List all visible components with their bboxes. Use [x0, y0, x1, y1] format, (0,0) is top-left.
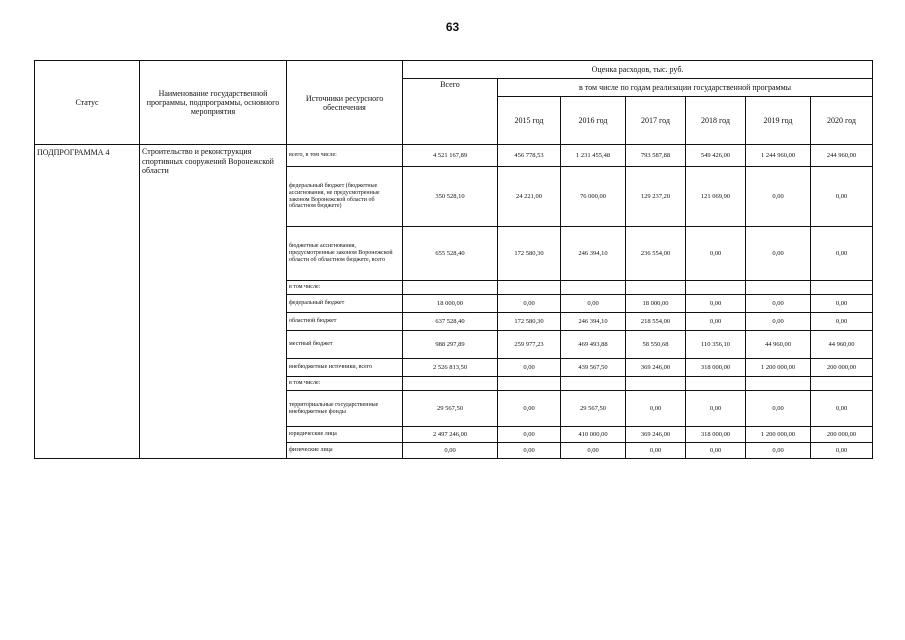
year-value-cell — [746, 377, 811, 391]
source-cell: юридические лица — [287, 427, 403, 443]
expenditure-table — [34, 60, 873, 459]
source-cell: областной бюджет — [287, 313, 403, 331]
year-value-cell: 121 069,90 — [686, 167, 746, 227]
total-cell: 4 521 167,89 — [403, 145, 498, 167]
year-value-cell — [811, 281, 873, 295]
year-value-cell: 129 237,20 — [626, 167, 686, 227]
source-cell: федеральный бюджет — [287, 295, 403, 313]
year-value-cell — [686, 281, 746, 295]
year-value-cell: 24 221,00 — [498, 167, 561, 227]
year-value-cell: 318 000,00 — [686, 427, 746, 443]
total-cell: 655 528,40 — [403, 227, 498, 281]
source-cell: физические лица — [287, 443, 403, 459]
table-row — [35, 145, 873, 167]
year-value-cell: 0,00 — [746, 167, 811, 227]
header-year: 2017 год — [626, 97, 686, 145]
year-value-cell: 0,00 — [498, 427, 561, 443]
year-value-cell: 18 000,00 — [626, 295, 686, 313]
source-cell: федеральный бюджет (бюджетные ассигнования, не предусмотренные законом Воронежской области об областном бюджете) — [287, 167, 403, 227]
year-value-cell: 369 246,00 — [626, 427, 686, 443]
year-value-cell: 0,00 — [686, 295, 746, 313]
year-value-cell — [498, 377, 561, 391]
year-value-cell — [746, 281, 811, 295]
year-value-cell: 0,00 — [811, 295, 873, 313]
total-cell: 988 297,89 — [403, 331, 498, 359]
year-value-cell: 793 587,88 — [626, 145, 686, 167]
year-value-cell — [626, 377, 686, 391]
year-value-cell: 0,00 — [811, 227, 873, 281]
year-value-cell: 0,00 — [686, 313, 746, 331]
year-value-cell: 110 356,10 — [686, 331, 746, 359]
year-value-cell: 200 000,00 — [811, 427, 873, 443]
header-total: Всего — [403, 79, 498, 145]
year-value-cell: 172 580,30 — [498, 227, 561, 281]
year-value-cell: 236 554,00 — [626, 227, 686, 281]
total-cell — [403, 377, 498, 391]
header-sources: Источники ресурсного обеспечения — [287, 61, 403, 145]
year-value-cell: 0,00 — [811, 167, 873, 227]
year-value-cell: 246 394,10 — [561, 227, 626, 281]
year-value-cell: 469 493,88 — [561, 331, 626, 359]
year-value-cell: 259 977,23 — [498, 331, 561, 359]
year-value-cell — [561, 377, 626, 391]
total-cell: 0,00 — [403, 443, 498, 459]
year-value-cell: 44 960,00 — [746, 331, 811, 359]
year-value-cell: 1 231 455,48 — [561, 145, 626, 167]
year-value-cell — [811, 377, 873, 391]
year-value-cell: 0,00 — [686, 443, 746, 459]
source-cell: в том числе: — [287, 377, 403, 391]
source-cell: территориальные государственные внебюджетные фонды — [287, 391, 403, 427]
year-value-cell: 318 000,00 — [686, 359, 746, 377]
year-value-cell: 549 426,00 — [686, 145, 746, 167]
total-cell: 18 000,00 — [403, 295, 498, 313]
year-value-cell: 58 550,68 — [626, 331, 686, 359]
header-year: 2016 год — [561, 97, 626, 145]
year-value-cell: 244 960,00 — [811, 145, 873, 167]
year-value-cell: 0,00 — [498, 359, 561, 377]
source-cell: в том числе: — [287, 281, 403, 295]
year-value-cell: 1 244 960,00 — [746, 145, 811, 167]
year-value-cell: 29 567,50 — [561, 391, 626, 427]
year-value-cell: 369 246,00 — [626, 359, 686, 377]
year-value-cell — [561, 281, 626, 295]
header-name: Наименование государственной программы, подпрограммы, основного мероприятия — [140, 61, 287, 145]
year-value-cell: 0,00 — [686, 227, 746, 281]
year-value-cell: 0,00 — [746, 443, 811, 459]
header-year: 2019 год — [746, 97, 811, 145]
year-value-cell — [686, 377, 746, 391]
year-value-cell: 218 554,00 — [626, 313, 686, 331]
year-value-cell: 0,00 — [746, 313, 811, 331]
header-year: 2015 год — [498, 97, 561, 145]
year-value-cell: 0,00 — [626, 443, 686, 459]
total-cell: 29 567,50 — [403, 391, 498, 427]
header-year: 2020 год — [811, 97, 873, 145]
source-cell: местный бюджет — [287, 331, 403, 359]
total-cell: 637 528,40 — [403, 313, 498, 331]
year-value-cell: 0,00 — [811, 391, 873, 427]
year-value-cell: 0,00 — [686, 391, 746, 427]
status-cell: ПОДПРОГРАММА 4 — [35, 145, 140, 459]
year-value-cell: 456 778,53 — [498, 145, 561, 167]
program-name-cell: Строительство и реконструкция спортивных сооружений Воронежской области — [140, 145, 287, 459]
total-cell: 2 526 813,50 — [403, 359, 498, 377]
source-cell: внебюджетные источники, всего — [287, 359, 403, 377]
year-value-cell — [498, 281, 561, 295]
total-cell: 350 528,10 — [403, 167, 498, 227]
year-value-cell: 0,00 — [811, 313, 873, 331]
year-value-cell: 0,00 — [498, 295, 561, 313]
year-value-cell: 439 567,50 — [561, 359, 626, 377]
year-value-cell: 200 000,00 — [811, 359, 873, 377]
year-value-cell: 0,00 — [498, 391, 561, 427]
total-cell — [403, 281, 498, 295]
year-value-cell: 410 000,00 — [561, 427, 626, 443]
year-value-cell: 0,00 — [561, 443, 626, 459]
header-year: 2018 год — [686, 97, 746, 145]
year-value-cell: 172 580,30 — [498, 313, 561, 331]
year-value-cell: 0,00 — [746, 227, 811, 281]
year-value-cell: 44 960,00 — [811, 331, 873, 359]
year-value-cell: 0,00 — [746, 295, 811, 313]
year-value-cell: 0,00 — [626, 391, 686, 427]
year-value-cell: 1 200 000,00 — [746, 359, 811, 377]
year-value-cell: 0,00 — [561, 295, 626, 313]
source-cell: бюджетные ассигнования, предусмотренные законом Воронежской области об областном бюджете, всего — [287, 227, 403, 281]
year-value-cell: 246 394,10 — [561, 313, 626, 331]
year-value-cell: 0,00 — [746, 391, 811, 427]
header-status: Статус — [35, 61, 140, 145]
year-value-cell: 76 000,00 — [561, 167, 626, 227]
total-cell: 2 497 246,00 — [403, 427, 498, 443]
year-value-cell: 0,00 — [498, 443, 561, 459]
header-by-years: в том числе по годам реализации государственной программы — [498, 79, 873, 97]
year-value-cell: 1 200 000,00 — [746, 427, 811, 443]
header-estimate: Оценка расходов, тыс. руб. — [403, 61, 873, 79]
source-cell: всего, в том числе: — [287, 145, 403, 167]
year-value-cell: 0,00 — [811, 443, 873, 459]
year-value-cell — [626, 281, 686, 295]
page-number: 63 — [445, 20, 460, 34]
